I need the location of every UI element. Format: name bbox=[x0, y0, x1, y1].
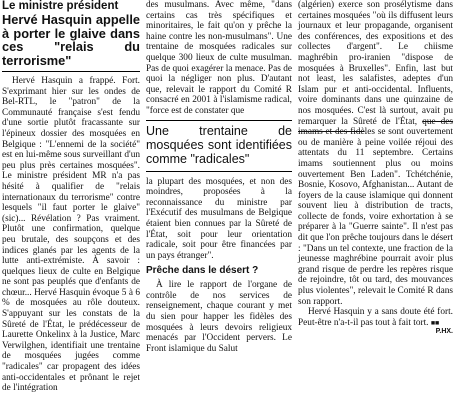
struck-text: que des imams et des fidè bbox=[298, 116, 454, 138]
pull-quote-box bbox=[146, 120, 292, 172]
article-kicker: Le ministre président bbox=[2, 0, 119, 12]
column-2 bbox=[146, 0, 292, 354]
article-body-col1: Hervé Hasquin a frappé. Fort. S'exprimant hier sur les ondes de Bel-RTL, le "patron" de la Communauté française s'est fendu d'une sortie plutôt fracassante sur l'épineux dossier des mosquées en Belgique : "L'ennemi de la société" est en lui-même sous surveillant d'un peu plus près certaines mosquées". Le ministre président MR n'a pas hésité à qualifier de "relais internationaux du terrorisme" contre lesquels "il faut porter le glaive" (sic)... Révélation ? Pas vraiment. Plutôt une confirmation, quelque peu brutale, des soupçons et des indices glanés par les agents de la lutte anti-extrémiste. À savoir : quelques lieux de culte en Belgique ne sont pas peuplés que d'enfants de chœur... Hervé Hasquin évoque 5 à 6 % de mosquées au rôle douteux. S'appuyant sur les constats de la Sûreté de l'État, le prédécesseur de Laurette Onkelinx à la Justice, Marc Verwilghen, identifiait une trentaine de mosquées jugées comme "radicales" car propagent des idées anti-occidentales et prônant le rejet de l'intégration bbox=[2, 76, 140, 394]
pull-quote: Une trentaine de mosquées sont identifiées comme "radicales" bbox=[146, 123, 292, 166]
column-1 bbox=[2, 0, 140, 394]
end-mark: ■■ bbox=[430, 318, 440, 327]
article-body-col3-b: les se sont ouvertement ou de manière à peine voilée réjoui des attentats du 11 septembre. Certains imams soutiennent plus ou moins ouvertement Ben Laden". Tchétchénie, Bosnie, Kosovo, Afghanistan... Autant de foyers de la cause islamique qui donnent souvent lieu à distribution de tracts, collecte de fonds, voire exhortation à se préparer à la "Guerre sainte". Il n'est pas dit que l'on prêche toujours dans le désert : "Dans un tel contexte, une fraction de la jeunesse maghrébine pourrait avoir plus grand risque de perdre les repères risque de rejoindre, tôt ou tard, des mouvances plus violentes", relevait le Comité R dans son rapport. bbox=[298, 127, 453, 307]
article-body-col2-bottom: À lire le rapport de l'organe de contrôle de nos services de renseignement, chaque courant y met du sien pour happer les fidèles des mosquées à leurs devoirs religieux menacés par l'Occident pervers. Le Front islamique du Salut bbox=[146, 280, 292, 354]
article-body-col2-mid: la plupart des mosquées, et non des moindres, proposées à la reconnaissance du ministre par l'Exécutif des musulmans de Belgique étaient bien connues par la Sûreté de l'État, soit pour leur orientation radicale, soit pour être financées par un pays étranger". bbox=[146, 176, 292, 261]
author-signature: P.HX. bbox=[435, 328, 453, 336]
article-conclusion bbox=[298, 307, 453, 336]
article-headline: Hervé Hasquin appelle à porter le glaive dans ces "relais du terrorisme" bbox=[2, 12, 140, 68]
section-subhead: Prêche dans le désert ? bbox=[146, 265, 259, 277]
article-body-col3 bbox=[298, 0, 453, 307]
column-3 bbox=[298, 0, 453, 338]
article-body-col2-top: des musulmans. Avec même, "dans certains cas très spécifiques et minoritaires, le fait qu'on y prêche la haine contre les non-musulmans". Une trentaine de mosquées radicales sur quelque 300 lieux de culte musulman. Pas de quoi exagérer la menace. Pas de quoi la négliger non plus. D'autant que, relevait le rapport du Comité R consacré en 2001 à l'islamisme radical, "force est de constater que bbox=[146, 0, 292, 116]
article-body-col3-c: Hervé Hasquin y a sans doute été fort. Peut-être n'a-t-il pas tout à fait tort. bbox=[298, 307, 453, 328]
article-body-col3-a: (algérien) exerce son prosélytisme dans certaines mosquées "où ils diffusent leurs journaux et leur propagande, organisent des conférences, des expositions et des collectes d'argent". Le chiisme maghrébin pro-iranien "dispose de mosquées à Bruxelles". Enfin, last but not least, les salafistes, adeptes d'un Islam pur et anti-occidental. Influents, voire dominants dans une quinzaine de nos mosquées. C'est là surtout, avait pu remarquer la Sûreté de l'État, bbox=[298, 0, 453, 127]
headline-rule bbox=[2, 71, 140, 72]
